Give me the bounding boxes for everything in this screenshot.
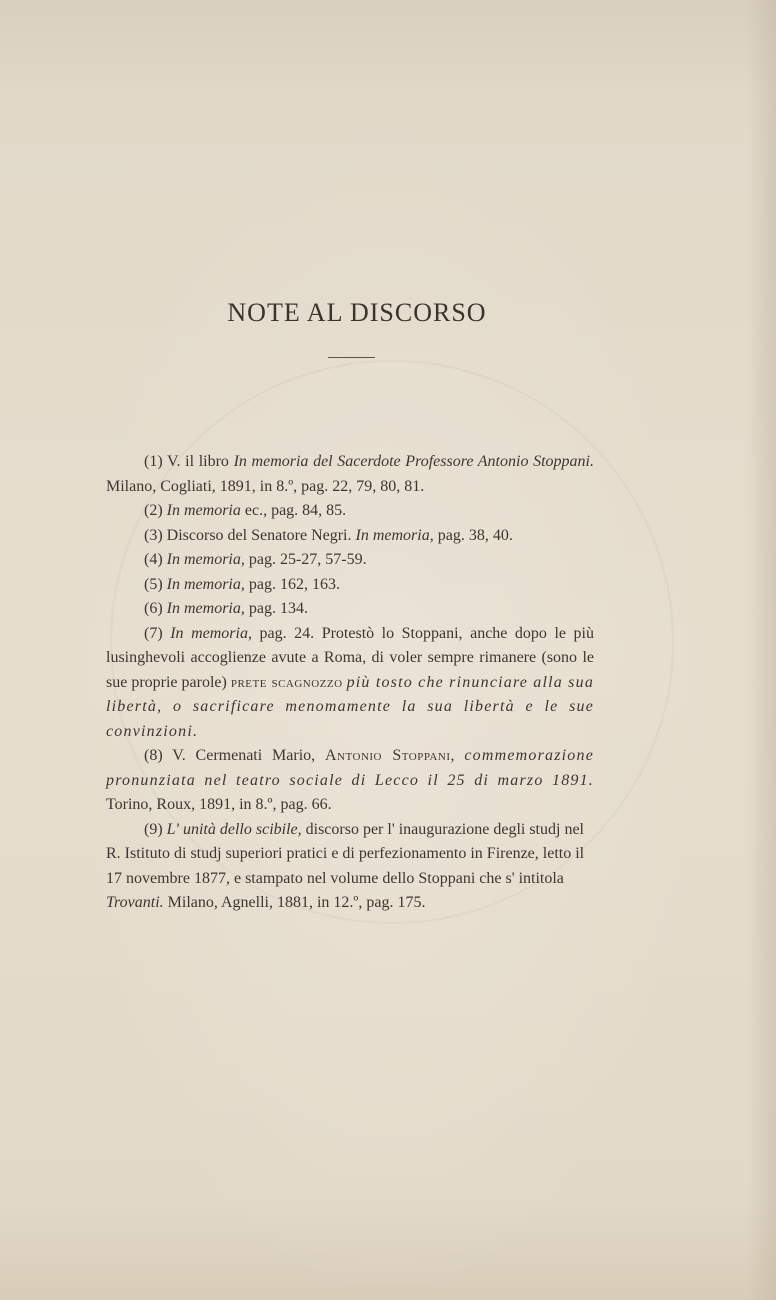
note-quote-italic: più tosto che rinunciare alla sua libertà, o sacrificare menomamente la sua libertà e le sue convinzioni. [106,673,595,740]
note-title-italic: In memoria, [166,551,245,568]
notes-list [106,450,594,916]
note-text: pag. 25-27, 57-59. [244,551,367,568]
note-4 [106,548,594,573]
note-9 [106,818,594,916]
note-title-italic: In memoria, [166,600,245,617]
note-5 [106,573,594,598]
note-text: Milano, Agnelli, 1881, in 12.º, pag. 175. [163,894,426,911]
note-number: (4) [144,551,163,568]
note-text: V. il libro [167,453,234,470]
note-title-italic: In memoria, [166,575,245,593]
note-number: (6) [144,600,163,617]
note-number: (1) [144,453,163,470]
note-text: Discorso del Senatore Negri. [166,526,356,544]
note-title-italic: L' unità dello scibile, [166,820,302,838]
note-text: pag. 24. Protestò lo Stoppani, anche dopo le più lusinghevoli accoglienze avute a Roma, di voler sempre rimanere (sono le sue proprie parole) [106,624,595,691]
note-title-italic: Trovanti. [106,894,164,911]
note-author-smallcaps: Antonio Stoppani [324,747,451,764]
note-text: pag. 162, 163. [244,575,340,593]
note-8 [106,744,594,818]
note-number: (7) [144,624,163,642]
note-text: Torino, Roux, 1891, in 8.º, pag. 66. [106,796,332,813]
note-number: (5) [144,575,163,593]
title-divider [328,357,375,358]
note-number: (2) [144,502,163,519]
note-text: pag. 38, 40. [433,526,513,544]
note-7 [106,622,594,745]
note-title-italic: commemorazione pronunziata nel teatro sociale di Lecco il 25 di marzo 1891. [106,747,594,789]
note-title-italic: In memoria, [170,624,252,642]
note-text: pag. 134. [244,600,308,617]
page-edge-shadow [746,0,776,1300]
note-6 [106,597,594,622]
note-3 [106,524,594,549]
note-text: ec., pag. 84, 85. [240,502,347,519]
note-title-italic: In memoria [166,502,241,519]
note-quote-smallcaps: prete scagnozzo [230,673,343,691]
note-title-italic: In memoria del Sacerdote Professore Antonio Stoppani. [233,453,594,470]
page-title: NOTE AL DISCORSO [227,298,487,327]
note-text: Milano, Cogliati, 1891, in 8.º, pag. 22, 79, 80, 81. [106,477,425,495]
note-number: (3) [144,526,163,544]
note-number: (9) [144,820,163,838]
note-1 [106,450,594,499]
note-number: (8) [144,747,163,764]
note-text: discorso per l' inaugurazione degli studj nel R. Istituto di studj superiori pratici e di perfezionamento in Firenze, letto il 17 novembre 1877, e stampato nel volume dello Stoppani che s' intitola [106,820,585,887]
note-text: , [450,747,465,764]
note-text: V. Cermenati Mario, [172,747,325,764]
note-2 [106,499,594,524]
note-title-italic: In memoria, [355,526,434,544]
